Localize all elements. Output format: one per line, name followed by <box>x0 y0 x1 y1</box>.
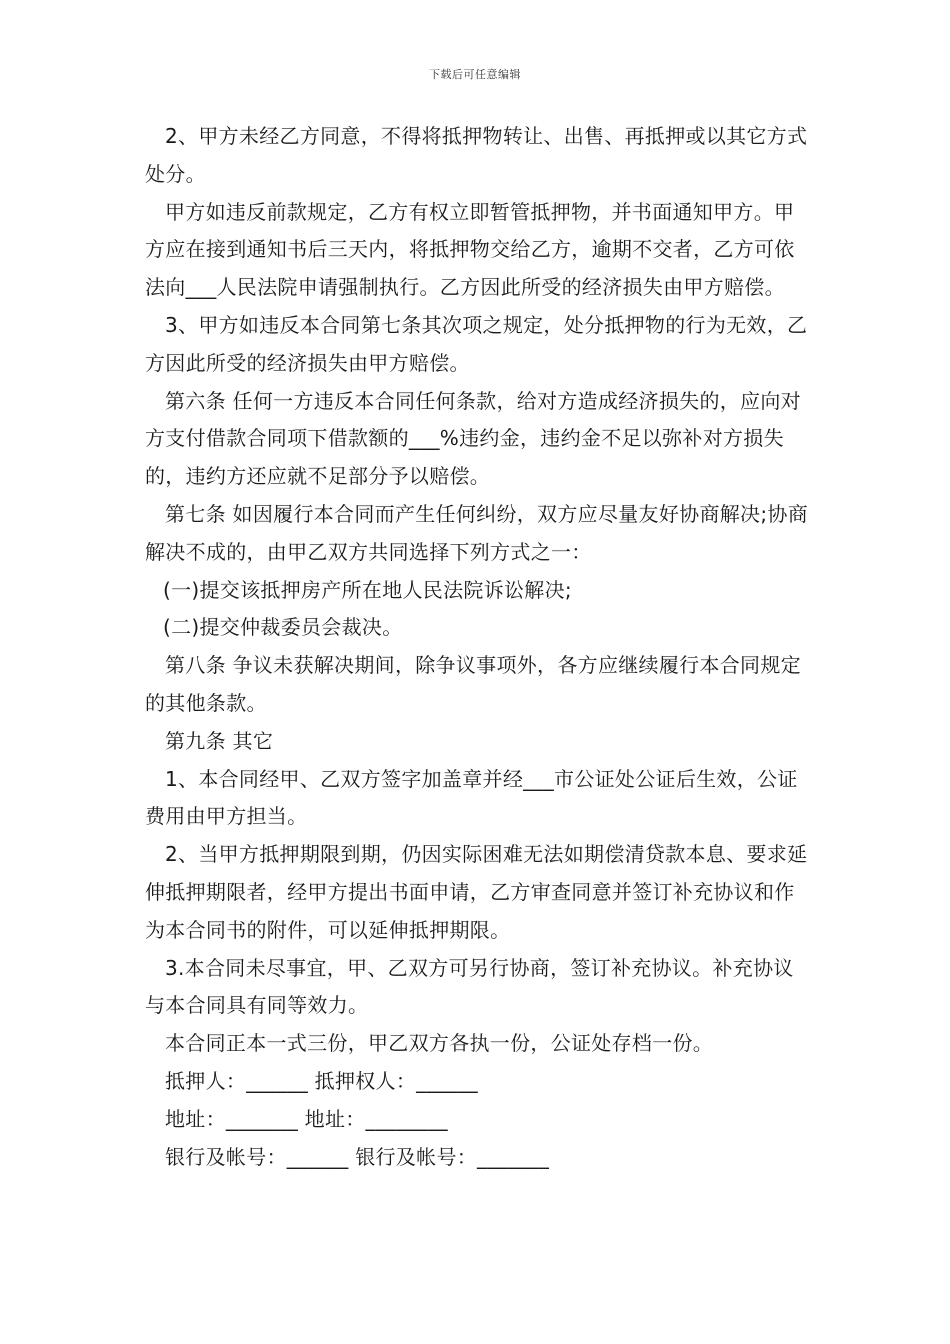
signature-line-parties: 抵押人：______ 抵押权人：______ <box>165 1068 478 1093</box>
signature-line-bank: 银行及帐号：______ 银行及帐号：_______ <box>165 1144 550 1169</box>
document-body <box>145 118 810 1176</box>
option-two: (二)提交仲裁委员会裁决。 <box>163 615 403 640</box>
clause-paragraph: 2、甲方未经乙方同意，不得将抵押物转让、出售、再抵押或以其它方式处分。 <box>145 124 808 186</box>
clause-paragraph: 3、甲方如违反本合同第七条其次项之规定，处分抵押物的行为无效，乙方因此所受的经济损失由甲方赔偿。 <box>145 312 808 375</box>
clause-paragraph: 2、当甲方抵押期限到期，仍因实际困难无法如期偿清贷款本息、要求延伸抵押期限者，经甲方提出书面申请，乙方审查同意并签订补充协议和作为本合同书的附件，可以延伸抵押期限。 <box>145 842 808 942</box>
article-eight: 第八条 争议未获解决期间，除争议事项外，各方应继续履行本合同规定的其他条款。 <box>145 653 801 715</box>
clause-paragraph: 甲方如违反前款规定，乙方有权立即暂管抵押物，并书面通知甲方。甲方应在接到通知书后三天内，将抵押物交给乙方，逾期不交者，乙方可依法向___人民法院申请强制执行。乙方因此所受的经济损失由甲方赔偿。 <box>145 199 795 300</box>
signature-line-address: 地址：_______ 地址：________ <box>165 1106 448 1131</box>
clause-paragraph: 3.本合同未尽事宜，甲、乙双方可另行协商，签订补充协议。补充协议与本合同具有同等效力。 <box>145 955 794 1018</box>
article-six: 第六条 任何一方违反本合同任何条款，给对方造成经济损失的，应向对方支付借款合同项下借款额的___%违约金，违约金不足以弥补对方损失的，违约方还应就不足部分予以赔偿。 <box>145 388 801 489</box>
article-nine-title: 第九条 其它 <box>165 728 274 753</box>
clause-paragraph: 1、本合同经甲、乙双方签字加盖章并经___市公证处公证后生效，公证费用由甲方担当。 <box>145 766 798 829</box>
article-seven: 第七条 如因履行本合同而产生任何纠纷，双方应尽量友好协商解决;协商解决不成的，由甲乙双方共同选择下列方式之一： <box>145 501 808 564</box>
copies-statement: 本合同正本一式三份，甲乙双方各执一份，公证处存档一份。 <box>165 1031 714 1056</box>
option-one: (一)提交该抵押房产所在地人民法院诉讼解决; <box>163 577 572 602</box>
page-header: 下载后可任意编辑 <box>429 68 521 81</box>
